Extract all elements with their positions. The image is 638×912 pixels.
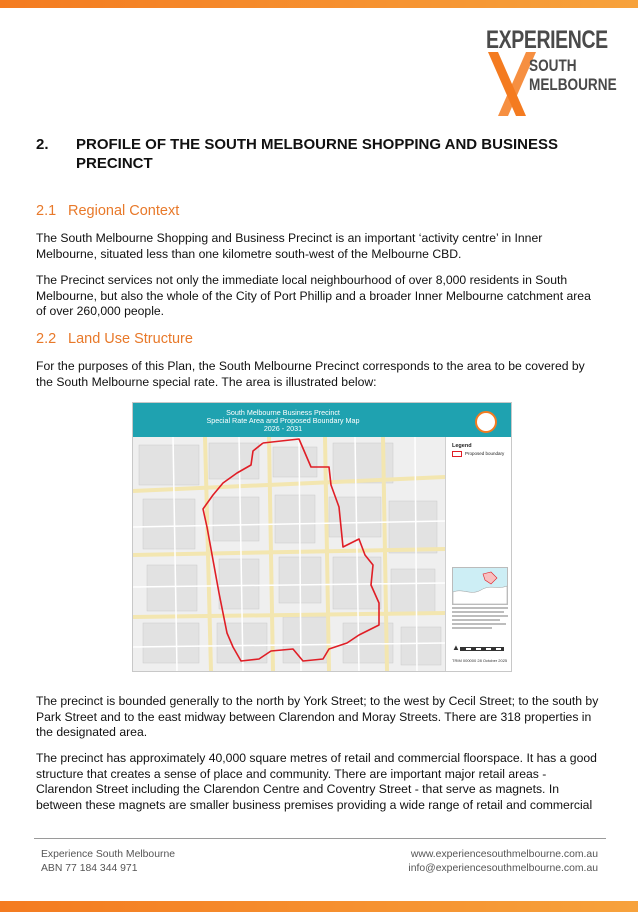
footer-right — [408, 848, 598, 876]
map-reference: TRIM 000000 28 October 2025 — [452, 658, 508, 663]
precinct-boundary-map — [132, 402, 512, 672]
map-legend-panel — [445, 437, 512, 671]
top-accent-bar — [0, 0, 638, 8]
paragraph-land-use-2: The precinct is bounded generally to the north by York Street; to the west by Cecil Street; to the south by Park Street and to the east midway between Clarendon and Moray Streets. There are 318 properties in the designated area. — [36, 694, 599, 739]
footer-website-link[interactable]: www.experiencesouthmelbourne.com.au — [410, 849, 598, 860]
subsection-number: 2.1 — [36, 203, 57, 219]
subsection-title: Land Use Structure — [68, 331, 193, 347]
map-title-line2: Special Rate Area and Proposed Boundary Map — [206, 416, 360, 425]
bottom-accent-bar — [0, 901, 638, 912]
locality-inset-map — [452, 567, 508, 605]
map-title-line1: South Melbourne Business Precinct — [226, 408, 340, 417]
footer-left — [41, 848, 175, 876]
paragraph-regional-context-1: The South Melbourne Shopping and Business Precinct is an important ‘activity centre’ in Inner Melbourne, situated less than one kilometre south-west of the Melbourne CBD. — [36, 231, 543, 261]
paragraph-land-use-3: The precinct has approximately 40,000 square metres of retail and commercial floorspace. It has a good structure that creates a sense of place and community. There are important major retail areas - Clarendon Street including the Clarendon Centre and Coventry Street - that serve as magnets. In between these magnets are smaller business premises providing a wide range of retail and commercial — [36, 751, 597, 812]
map-street-area — [133, 437, 445, 671]
footer-abn: ABN 77 184 344 971 — [41, 863, 138, 874]
map-disclaimer-text — [452, 607, 508, 641]
footer-org-name: Experience South Melbourne — [41, 849, 176, 860]
north-arrow-icon: ▲ — [452, 643, 460, 652]
paragraph-land-use-1: For the purposes of this Plan, the South Melbourne Precinct corresponds to the area to be covered by the South Melbourne special rate. The area is illustrated below: — [36, 359, 585, 389]
council-emblem-icon — [475, 411, 497, 433]
subsection-title: Regional Context — [68, 203, 180, 219]
map-title-line3: 2026 - 2031 — [263, 424, 303, 433]
footer-email-link[interactable]: info@experiencesouthmelbourne.com.au — [408, 863, 598, 874]
legend-boundary-label: Proposed boundary — [465, 451, 505, 456]
map-header — [133, 403, 511, 437]
experience-south-melbourne-logo — [484, 24, 617, 120]
legend-title: Legend — [452, 443, 472, 449]
legend-boundary-swatch — [452, 451, 462, 457]
paragraph-regional-context-2: The Precinct services not only the immediate local neighbourhood of over 8,000 residents in South Melbourne, but also the whole of the City of Port Phillip and a broader Inner Melbourne catchment area of over 260,000 people. — [36, 273, 591, 318]
footer-divider — [34, 838, 606, 839]
street-grid — [133, 437, 445, 671]
logo-word-south: SOUTH — [529, 56, 577, 75]
section-title: PROFILE OF THE SOUTH MELBOURNE SHOPPING AND BUSINESS PRECINCT — [76, 136, 558, 172]
map-scale-bar — [460, 647, 504, 651]
subsection-number: 2.2 — [36, 331, 57, 347]
logo-word-experience: EXPERIENCE — [486, 26, 608, 54]
section-number: 2. — [36, 136, 49, 153]
logo-word-melbourne: MELBOURNE — [529, 75, 617, 94]
